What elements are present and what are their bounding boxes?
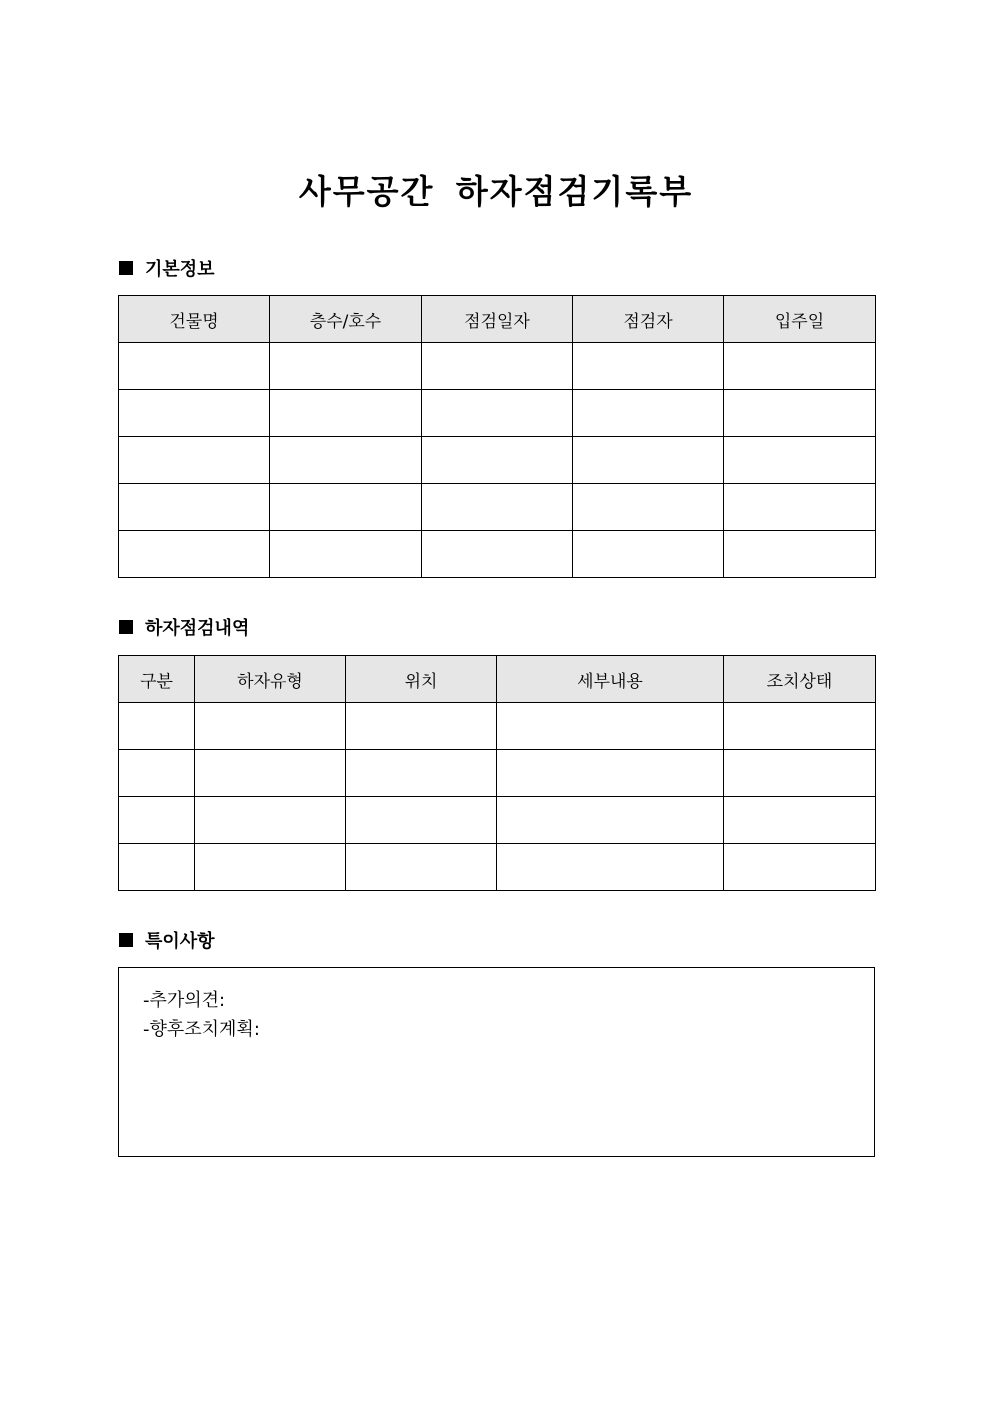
table-row xyxy=(119,343,876,390)
future-action-plan-line: -향후조치계획: xyxy=(143,1019,260,1040)
table-cell[interactable] xyxy=(270,484,422,531)
table-cell[interactable] xyxy=(497,844,724,891)
table-cell[interactable] xyxy=(422,343,573,390)
table-cell[interactable] xyxy=(270,390,422,437)
table-row xyxy=(119,484,876,531)
table-cell[interactable] xyxy=(270,531,422,578)
table-cell[interactable] xyxy=(724,437,876,484)
table-row xyxy=(119,437,876,484)
square-bullet-icon xyxy=(119,933,133,947)
remarks-heading xyxy=(119,931,215,953)
table-cell[interactable] xyxy=(422,484,573,531)
header-inspector: 점검자 xyxy=(573,296,724,343)
table-cell[interactable] xyxy=(573,531,724,578)
table-row xyxy=(119,844,876,891)
table-cell[interactable] xyxy=(195,750,346,797)
table-cell[interactable] xyxy=(573,343,724,390)
remarks-box[interactable] xyxy=(118,967,875,1157)
table-cell[interactable] xyxy=(724,531,876,578)
table-cell[interactable] xyxy=(497,797,724,844)
table-cell[interactable] xyxy=(119,750,195,797)
table-cell[interactable] xyxy=(724,484,876,531)
table-row xyxy=(119,531,876,578)
table-header-row xyxy=(119,296,876,343)
remarks-heading-label: 특이사항 xyxy=(145,931,215,952)
table-cell[interactable] xyxy=(119,437,270,484)
table-cell[interactable] xyxy=(346,844,497,891)
header-details: 세부내용 xyxy=(497,656,724,703)
basic-info-heading xyxy=(119,259,215,281)
table-cell[interactable] xyxy=(724,703,876,750)
header-defect-type: 하자유형 xyxy=(195,656,346,703)
table-cell[interactable] xyxy=(422,390,573,437)
table-cell[interactable] xyxy=(573,390,724,437)
table-cell[interactable] xyxy=(724,844,876,891)
header-floor-unit: 층수/호수 xyxy=(270,296,422,343)
table-cell[interactable] xyxy=(119,531,270,578)
table-cell[interactable] xyxy=(724,390,876,437)
table-cell[interactable] xyxy=(724,750,876,797)
square-bullet-icon xyxy=(119,620,133,634)
table-cell[interactable] xyxy=(270,437,422,484)
table-cell[interactable] xyxy=(346,703,497,750)
table-cell[interactable] xyxy=(724,797,876,844)
header-building-name: 건물명 xyxy=(119,296,270,343)
additional-opinion-line: -추가의견: xyxy=(143,990,226,1011)
table-cell[interactable] xyxy=(119,390,270,437)
table-cell[interactable] xyxy=(119,844,195,891)
basic-info-heading-label: 기본정보 xyxy=(145,259,215,280)
header-inspection-date: 점검일자 xyxy=(422,296,573,343)
table-row xyxy=(119,750,876,797)
table-cell[interactable] xyxy=(346,797,497,844)
table-row xyxy=(119,390,876,437)
defect-details-heading-label: 하자점검내역 xyxy=(145,618,250,639)
basic-info-table xyxy=(118,295,876,578)
table-cell[interactable] xyxy=(119,343,270,390)
header-move-in-date: 입주일 xyxy=(724,296,876,343)
table-cell[interactable] xyxy=(119,703,195,750)
table-cell[interactable] xyxy=(346,750,497,797)
header-action-status: 조치상태 xyxy=(724,656,876,703)
table-row xyxy=(119,797,876,844)
table-cell[interactable] xyxy=(195,797,346,844)
table-cell[interactable] xyxy=(497,703,724,750)
header-location: 위치 xyxy=(346,656,497,703)
page-title: 사무공간 하자점검기록부 xyxy=(298,172,694,211)
table-cell[interactable] xyxy=(422,531,573,578)
table-row xyxy=(119,703,876,750)
table-cell[interactable] xyxy=(119,484,270,531)
header-category: 구분 xyxy=(119,656,195,703)
table-cell[interactable] xyxy=(195,844,346,891)
table-cell[interactable] xyxy=(573,484,724,531)
table-cell[interactable] xyxy=(497,750,724,797)
table-cell[interactable] xyxy=(119,797,195,844)
table-cell[interactable] xyxy=(422,437,573,484)
table-cell[interactable] xyxy=(573,437,724,484)
table-cell[interactable] xyxy=(270,343,422,390)
square-bullet-icon xyxy=(119,261,133,275)
defect-details-table xyxy=(118,655,876,891)
defect-details-heading xyxy=(119,618,249,640)
table-cell[interactable] xyxy=(724,343,876,390)
table-header-row xyxy=(119,656,876,703)
table-cell[interactable] xyxy=(195,703,346,750)
